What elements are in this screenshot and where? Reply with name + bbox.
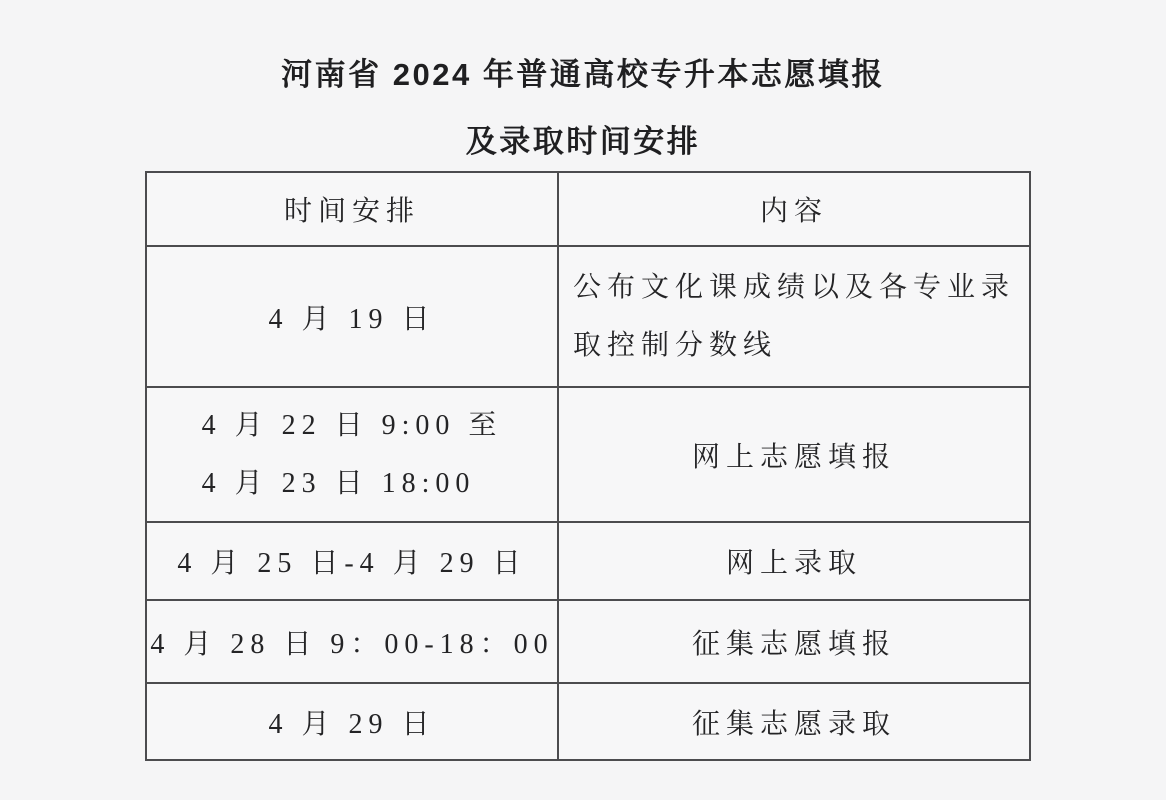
schedule-table — [145, 171, 1031, 761]
time-line: 4 月 23 日 18:00 — [201, 467, 476, 499]
content-cell: 征集志愿填报 — [558, 600, 1030, 683]
content-cell: 征集志愿录取 — [558, 683, 1030, 760]
content-cell: 网上志愿填报 — [558, 387, 1030, 522]
content-text — [573, 259, 1015, 375]
content-line: 公布文化课成绩以及各专业录 — [572, 271, 1015, 303]
table-row — [146, 522, 1030, 600]
content-cell: 网上录取 — [558, 522, 1030, 600]
content-cell — [558, 246, 1030, 387]
time-text — [202, 397, 503, 513]
table-row — [146, 387, 1030, 522]
time-cell: 4 月 28 日 9：00-18：00 — [146, 600, 558, 683]
time-cell: 4 月 25 日-4 月 29 日 — [146, 522, 558, 600]
table-row — [146, 246, 1030, 387]
page-title-line-2: 及录取时间安排 — [465, 124, 701, 159]
time-line: 4 月 22 日 9:00 至 — [201, 409, 503, 441]
header-time-cell: 时间安排 — [146, 172, 558, 246]
time-cell — [146, 387, 558, 522]
table-header-row — [146, 172, 1030, 246]
time-cell: 4 月 19 日 — [146, 246, 558, 387]
content-line: 取控制分数线 — [572, 329, 777, 361]
time-cell: 4 月 29 日 — [146, 683, 558, 760]
table-row — [146, 683, 1030, 760]
page-title-line-1: 河南省 2024 年普通高校专升本志愿填报 — [281, 57, 885, 92]
header-content-cell: 内容 — [558, 172, 1030, 246]
table-row — [146, 600, 1030, 683]
